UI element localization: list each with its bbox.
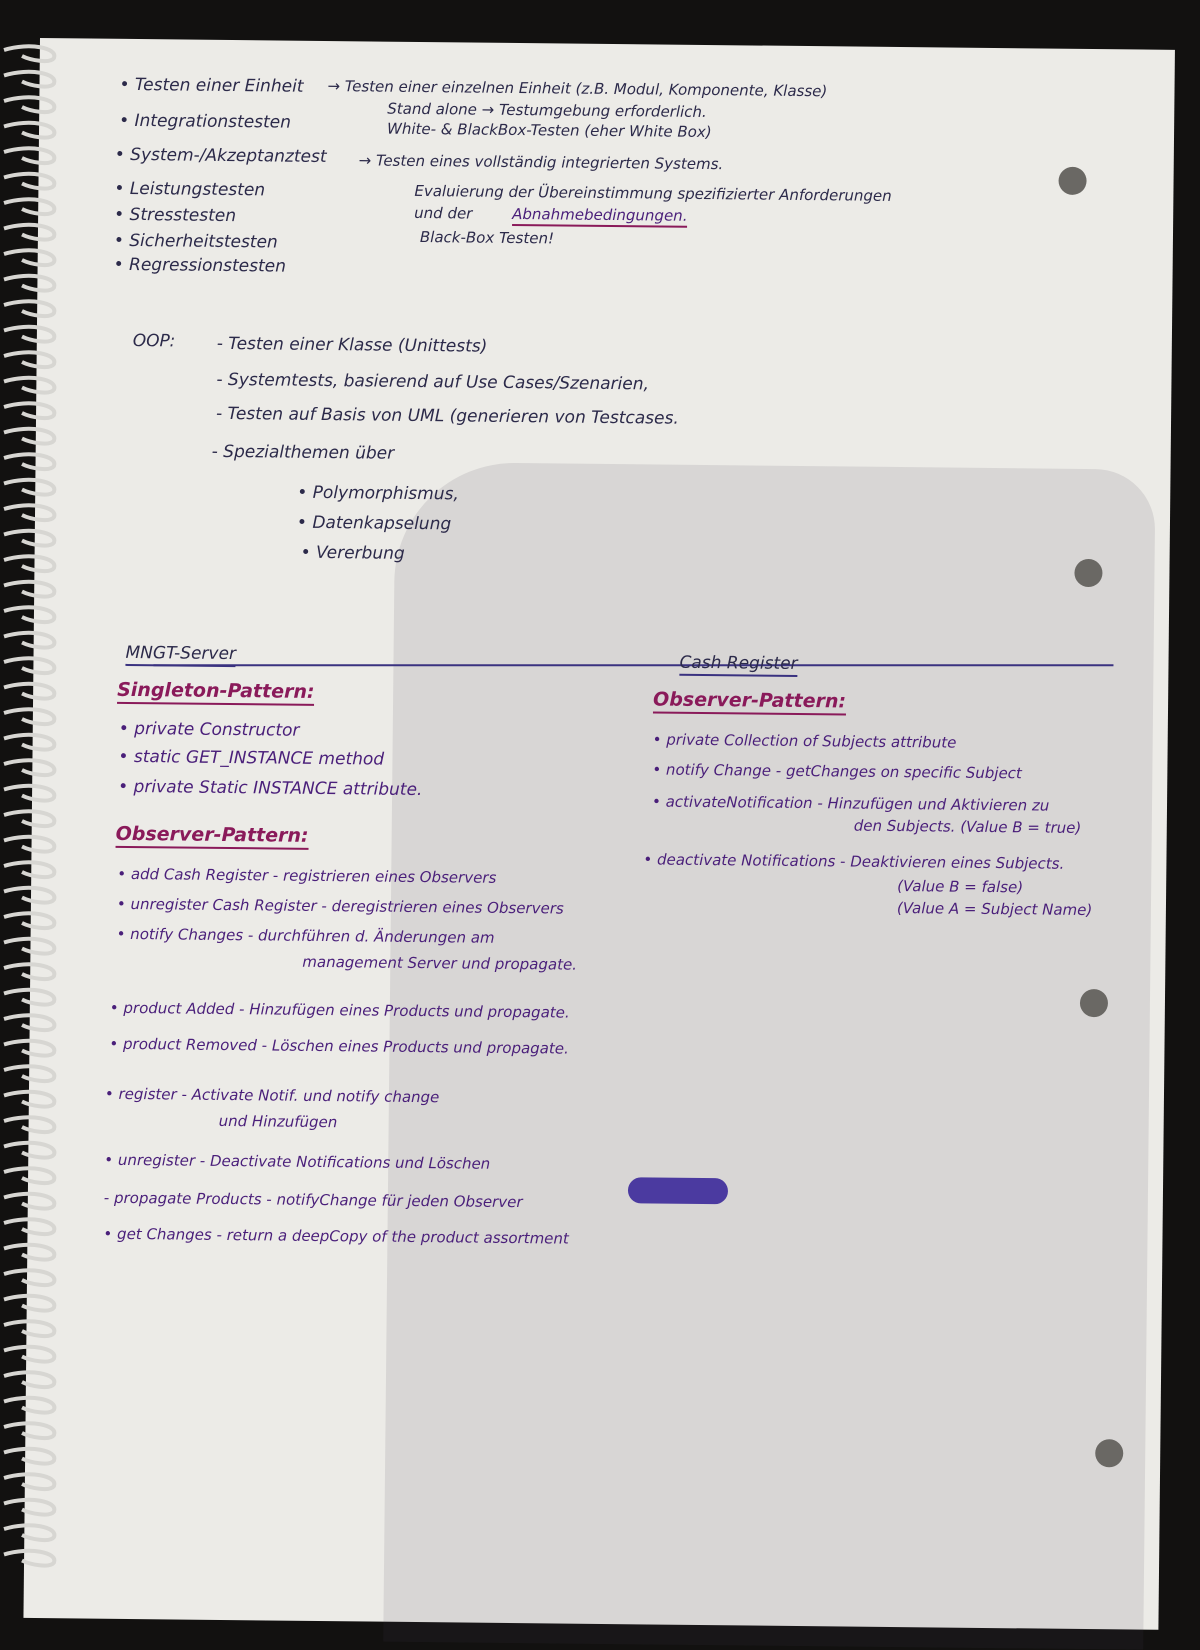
spiral-coil (4, 1219, 54, 1234)
singleton-item: • private Constructor (118, 718, 300, 741)
observer-heading-right-text: Observer-Pattern: (653, 688, 846, 715)
oop-item: - Testen einer Klasse (Unittests) (216, 333, 488, 357)
spiral-coils (4, 46, 54, 1565)
spiral-coil (4, 97, 54, 112)
spiral-coil (4, 888, 54, 903)
spiral-coil (4, 301, 54, 316)
spiral-coil (4, 684, 54, 699)
observer-item: • get Changes - return a deepCopy of the product assortment (103, 1224, 569, 1248)
spiral-coil (4, 1015, 54, 1030)
oop-sub-item: • Vererbung (300, 542, 405, 564)
system-description: Black-Box Testen! (419, 227, 555, 248)
oop-sub-item: • Datenkapselung (296, 512, 452, 535)
spiral-coil (4, 1066, 54, 1081)
spiral-coil (4, 556, 54, 571)
spiral-binding (0, 40, 60, 1600)
spiral-coil (4, 403, 54, 418)
observer-item: und Hinzufügen (218, 1111, 338, 1132)
spiral-coil (4, 811, 54, 826)
spiral-coil (4, 250, 54, 265)
observer-item: management Server und propagate. (302, 952, 578, 974)
spiral-coil (4, 429, 54, 444)
punch-hole (1095, 1439, 1123, 1467)
punch-hole (1058, 167, 1086, 195)
spiral-coil (4, 276, 54, 291)
cash-register-text: Cash Register (679, 653, 797, 677)
unit-description: → Testen einer einzelnen Einheit (z.B. Modul, Komponente, Klasse) (327, 77, 828, 101)
crossed-out-scribble (628, 1177, 728, 1204)
spiral-coil (4, 1092, 54, 1107)
cash-register-title (679, 653, 797, 674)
singleton-heading-text: Singleton-Pattern: (117, 679, 315, 706)
spiral-coil (4, 1449, 54, 1464)
unit-description: Stand alone → Testumgebung erforderlich. (387, 99, 707, 121)
observer-item: • unregister Cash Register - deregistrieren eines Observers (116, 894, 564, 918)
top-bullet: • System-/Akzeptanztest (114, 144, 327, 168)
spiral-coil (4, 1270, 54, 1285)
spiral-coil (4, 199, 54, 214)
spiral-coil (4, 1347, 54, 1362)
spiral-coil (4, 505, 54, 520)
singleton-item: • private Static INSTANCE attribute. (118, 776, 423, 801)
spiral-coil (4, 760, 54, 775)
unit-description: White- & BlackBox-Testen (eher White Box) (386, 119, 712, 142)
notebook-page (23, 38, 1174, 1630)
observer-item: - propagate Products - notifyChange für jeden Observer (103, 1188, 523, 1212)
cash-register-item: • deactivate Notifications - Deaktivieren eines Subjects. (643, 850, 1065, 873)
spiral-coil (4, 225, 54, 240)
spiral-coil (4, 658, 54, 673)
spiral-coil (4, 1168, 54, 1183)
spiral-coil (4, 939, 54, 954)
oop-label: OOP: (132, 330, 176, 352)
punch-hole (1074, 559, 1102, 587)
spiral-coil (4, 480, 54, 495)
oop-item: - Systemtests, basierend auf Use Cases/Szenarien, (216, 369, 650, 395)
spiral-coil (4, 531, 54, 546)
top-bullet: • Stresstesten (114, 204, 237, 227)
abnahme-text: Abnahmebedingungen. (512, 205, 688, 228)
top-bullet: • Leistungstesten (114, 178, 266, 201)
spiral-coil (4, 837, 54, 852)
spiral-coil (4, 964, 54, 979)
observer-item: • product Added - Hinzufügen eines Products und propagate. (109, 998, 570, 1022)
observer-item: • notify Changes - durchführen d. Änderungen am (116, 924, 495, 947)
spiral-coil (4, 913, 54, 928)
top-bullet: • Integrationstesten (119, 110, 292, 133)
oop-item: - Spezialthemen über (211, 441, 395, 464)
spiral-coil (4, 46, 54, 61)
spiral-coil (4, 1194, 54, 1209)
spiral-coil (4, 123, 54, 138)
spiral-coil (4, 990, 54, 1005)
observer-heading-right (653, 688, 846, 712)
observer-heading-left (116, 823, 309, 847)
mngt-server-text: MNGT-Server (125, 643, 236, 667)
top-bullet: • Sicherheitstesten (113, 230, 278, 253)
punch-hole (1080, 989, 1108, 1017)
spiral-coil (4, 633, 54, 648)
spiral-coil (4, 72, 54, 87)
spiral-coil (4, 709, 54, 724)
observer-item: • product Removed - Löschen eines Products und propagate. (109, 1034, 569, 1058)
oop-item: - Testen auf Basis von UML (generieren von Testcases. (215, 403, 679, 429)
cash-register-item: • notify Change - getChanges on specific Subject (652, 760, 1022, 783)
cash-register-item: (Value B = false) (897, 877, 1024, 897)
observer-item: • add Cash Register - registrieren eines Observers (117, 864, 497, 887)
spiral-coil (4, 862, 54, 877)
system-description: Evaluierung der Übereinstimmung spezifizierter Anforderungen (414, 181, 892, 205)
spiral-coil (4, 1474, 54, 1489)
system-description-underlined (512, 205, 688, 225)
spiral-coil (4, 454, 54, 469)
spiral-coil (4, 1525, 54, 1540)
observer-item: • register - Activate Notif. und notify change (104, 1084, 440, 1107)
oop-sub-item: • Polymorphismus, (297, 482, 459, 505)
spiral-coil (4, 607, 54, 622)
spiral-coil (4, 1423, 54, 1438)
spiral-coil (4, 378, 54, 393)
spiral-coil (4, 1296, 54, 1311)
cash-register-item: den Subjects. (Value B = true) (853, 816, 1082, 837)
spiral-coil (4, 735, 54, 750)
spiral-coil (4, 1321, 54, 1336)
spiral-coil (4, 1372, 54, 1387)
top-bullet: • Testen einer Einheit (119, 74, 304, 97)
system-description: und der (414, 203, 473, 223)
cash-register-item: • activateNotification - Hinzufügen und Aktivieren zu (651, 792, 1050, 815)
spiral-coil (4, 786, 54, 801)
spiral-coil (4, 1398, 54, 1413)
singleton-item: • static GET_INSTANCE method (118, 746, 385, 770)
cash-register-item: • private Collection of Subjects attribute (652, 730, 957, 752)
section-divider (153, 664, 1113, 666)
spiral-coil (4, 1143, 54, 1158)
spiral-coil (4, 352, 54, 367)
spiral-coil (4, 582, 54, 597)
system-description: → Testen eines vollständig integrierten Systems. (358, 151, 724, 174)
spiral-coil (4, 1245, 54, 1260)
top-bullet: • Regressionstesten (113, 254, 287, 277)
observer-item: • unregister - Deactivate Notifications und Löschen (104, 1150, 491, 1173)
spiral-coil (4, 1117, 54, 1132)
singleton-heading (117, 679, 315, 703)
spiral-coil (4, 327, 54, 342)
cash-register-item: (Value A = Subject Name) (896, 899, 1093, 920)
spiral-coil (4, 148, 54, 163)
observer-heading-left-text: Observer-Pattern: (116, 823, 309, 850)
spiral-coil (4, 1551, 54, 1566)
spiral-coil (4, 1041, 54, 1056)
mngt-server-title (125, 643, 236, 664)
spiral-coil (4, 174, 54, 189)
spiral-coil (4, 1500, 54, 1515)
